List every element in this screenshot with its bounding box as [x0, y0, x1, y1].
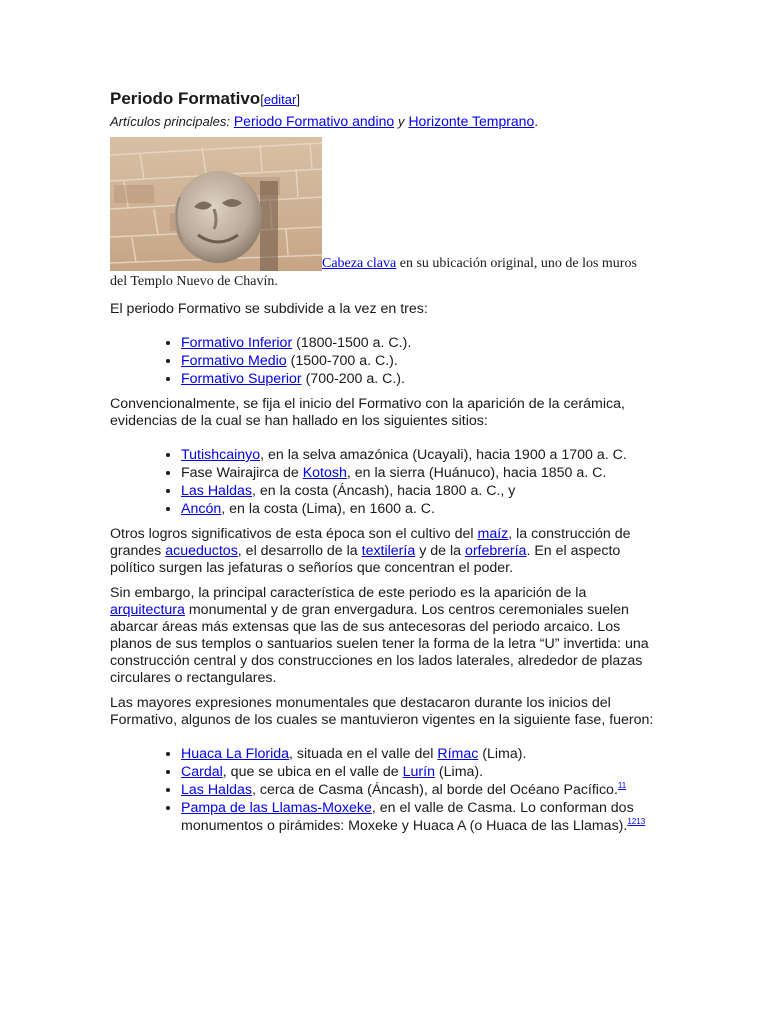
- edit-section: [editar]: [260, 92, 300, 107]
- link-formativo-medio[interactable]: Formativo Medio: [181, 353, 287, 369]
- link-cardal[interactable]: Cardal: [181, 764, 223, 780]
- link-formativo-superior[interactable]: Formativo Superior: [181, 371, 302, 387]
- link-rimac[interactable]: Rímac: [437, 746, 479, 762]
- link-lurin[interactable]: Lurín: [402, 764, 435, 780]
- link-maiz[interactable]: maíz: [477, 526, 509, 542]
- text: , el desarrollo de la: [237, 543, 362, 559]
- figure-caption: [110, 255, 650, 291]
- main-articles-conj: y: [398, 114, 405, 129]
- list-item-text: , en la costa (Áncash), hacia 1800 a. C., y: [251, 483, 516, 499]
- edit-link[interactable]: editar: [263, 92, 297, 107]
- sites-list: [110, 446, 658, 518]
- paragraph-ceramica: Convencionalmente, se fija el inicio del Formativo con la aparición de la cerámica, evidencias de la cual se han hallado en los siguientes sitios:: [110, 396, 625, 429]
- reference-sup: [627, 817, 645, 826]
- list-item: [181, 370, 658, 388]
- reference-link[interactable]: 1213: [627, 817, 646, 826]
- section-title: Periodo Formativo: [110, 89, 261, 108]
- list-item-text: , en el valle de Casma. Lo conforman dos monumentos o pirámides: Moxeke y Huaca A (o Huaca de las Llamas).: [181, 800, 634, 834]
- paragraph-monumentos: Las mayores expresiones monumentales que destacaron durante los inicios del Formativo, algunos de los cuales se mantuvieron vigentes en la siguiente fase, fueron:: [110, 695, 654, 728]
- text: monumental y de gran envergadura. Los centros ceremoniales suelen abarcar áreas más extensas que las de sus antecesoras del periodo arcaico. Los planos de sus templos o santuarios suelen tener la forma de la letra “U” invertida: una construcción central y dos construcciones en los lados laterales, alrededor de plazas circulares o rectangulares.: [110, 602, 649, 686]
- text: . En el aspecto político surgen las jefaturas o señoríos que concentran el poder.: [110, 543, 621, 576]
- link-horizonte-temprano[interactable]: Horizonte Temprano: [408, 113, 535, 129]
- main-articles-note: [110, 112, 658, 131]
- list-item-text: (Lima).: [434, 764, 484, 780]
- link-orfebreria[interactable]: orfebrería: [464, 543, 527, 559]
- paragraph-logros: [110, 526, 658, 577]
- list-item: [181, 799, 658, 835]
- text: Sin embargo, la principal característica de este periodo es la aparición de la: [110, 585, 587, 601]
- link-acueductos[interactable]: acueductos: [165, 543, 238, 559]
- link-las-haldas-2[interactable]: Las Haldas: [181, 782, 252, 798]
- reference-sup: [618, 781, 626, 790]
- list-item-text: , en la sierra (Huánuco), hacia 1850 a. C.: [346, 465, 607, 481]
- caption-text: en su ubicación original, uno de los muros del Templo Nuevo de Chavín.: [110, 256, 637, 289]
- main-articles-end: .: [534, 113, 539, 129]
- list-item-text: (700-200 a. C.).: [301, 371, 405, 387]
- link-las-haldas[interactable]: Las Haldas: [181, 483, 252, 499]
- stone-wall-image: [110, 137, 322, 271]
- text: Otros logros significativos de esta época son el cultivo del: [110, 526, 478, 542]
- monuments-list: [110, 745, 658, 835]
- link-arquitectura[interactable]: arquitectura: [110, 602, 185, 618]
- figure: [110, 137, 658, 293]
- list-item: [181, 500, 658, 518]
- link-kotosh[interactable]: Kotosh: [302, 465, 347, 481]
- list-item: [181, 763, 658, 781]
- list-item-text: , en la selva amazónica (Ucayali), hacia 1900 a 1700 a. C.: [260, 447, 627, 463]
- reference-link[interactable]: 11: [617, 781, 627, 790]
- link-cabeza-clava[interactable]: Cabeza clava: [322, 256, 397, 271]
- paragraph-arquitectura: [110, 585, 658, 687]
- list-item-text: (1800-1500 a. C.).: [292, 335, 412, 351]
- link-tutishcainyo[interactable]: Tutishcainyo: [181, 447, 261, 463]
- link-formativo-inferior[interactable]: Formativo Inferior: [181, 335, 293, 351]
- list-item: [181, 781, 658, 799]
- link-ancon[interactable]: Ancón: [181, 501, 222, 517]
- list-item-text: , en la costa (Lima), en 1600 a. C.: [221, 501, 435, 517]
- list-item-text: , que se ubica en el valle de: [222, 764, 403, 780]
- section-heading: [110, 88, 658, 111]
- text: , la construcción de grandes: [110, 526, 631, 559]
- list-item-text: Fase Wairajirca de: [181, 465, 303, 481]
- list-item-text: (Lima).: [478, 746, 527, 762]
- intro-paragraph: El periodo Formativo se subdivide a la vez en tres:: [110, 301, 428, 317]
- list-item-text: , cerca de Casma (Áncash), al borde del Océano Pacífico.: [251, 782, 618, 798]
- list-item-text: (1500-700 a. C.).: [286, 353, 398, 369]
- cabeza-clava-photo[interactable]: [110, 137, 322, 271]
- list-item: [181, 745, 658, 763]
- list-item: [181, 352, 658, 370]
- link-periodo-formativo-andino[interactable]: Periodo Formativo andino: [233, 113, 395, 129]
- link-huaca-la-florida[interactable]: Huaca La Florida: [181, 746, 290, 762]
- list-item: [181, 464, 658, 482]
- link-textileria[interactable]: textilería: [361, 543, 416, 559]
- link-pampa-llamas-moxeke[interactable]: Pampa de las Llamas-Moxeke: [181, 800, 372, 816]
- list-item-text: , situada en el valle del: [289, 746, 438, 762]
- periods-list: [110, 334, 658, 388]
- list-item: [181, 446, 658, 464]
- list-item: [181, 334, 658, 352]
- list-item: [181, 482, 658, 500]
- text: y de la: [415, 543, 465, 559]
- main-articles-prefix: Artículos principales:: [110, 114, 230, 129]
